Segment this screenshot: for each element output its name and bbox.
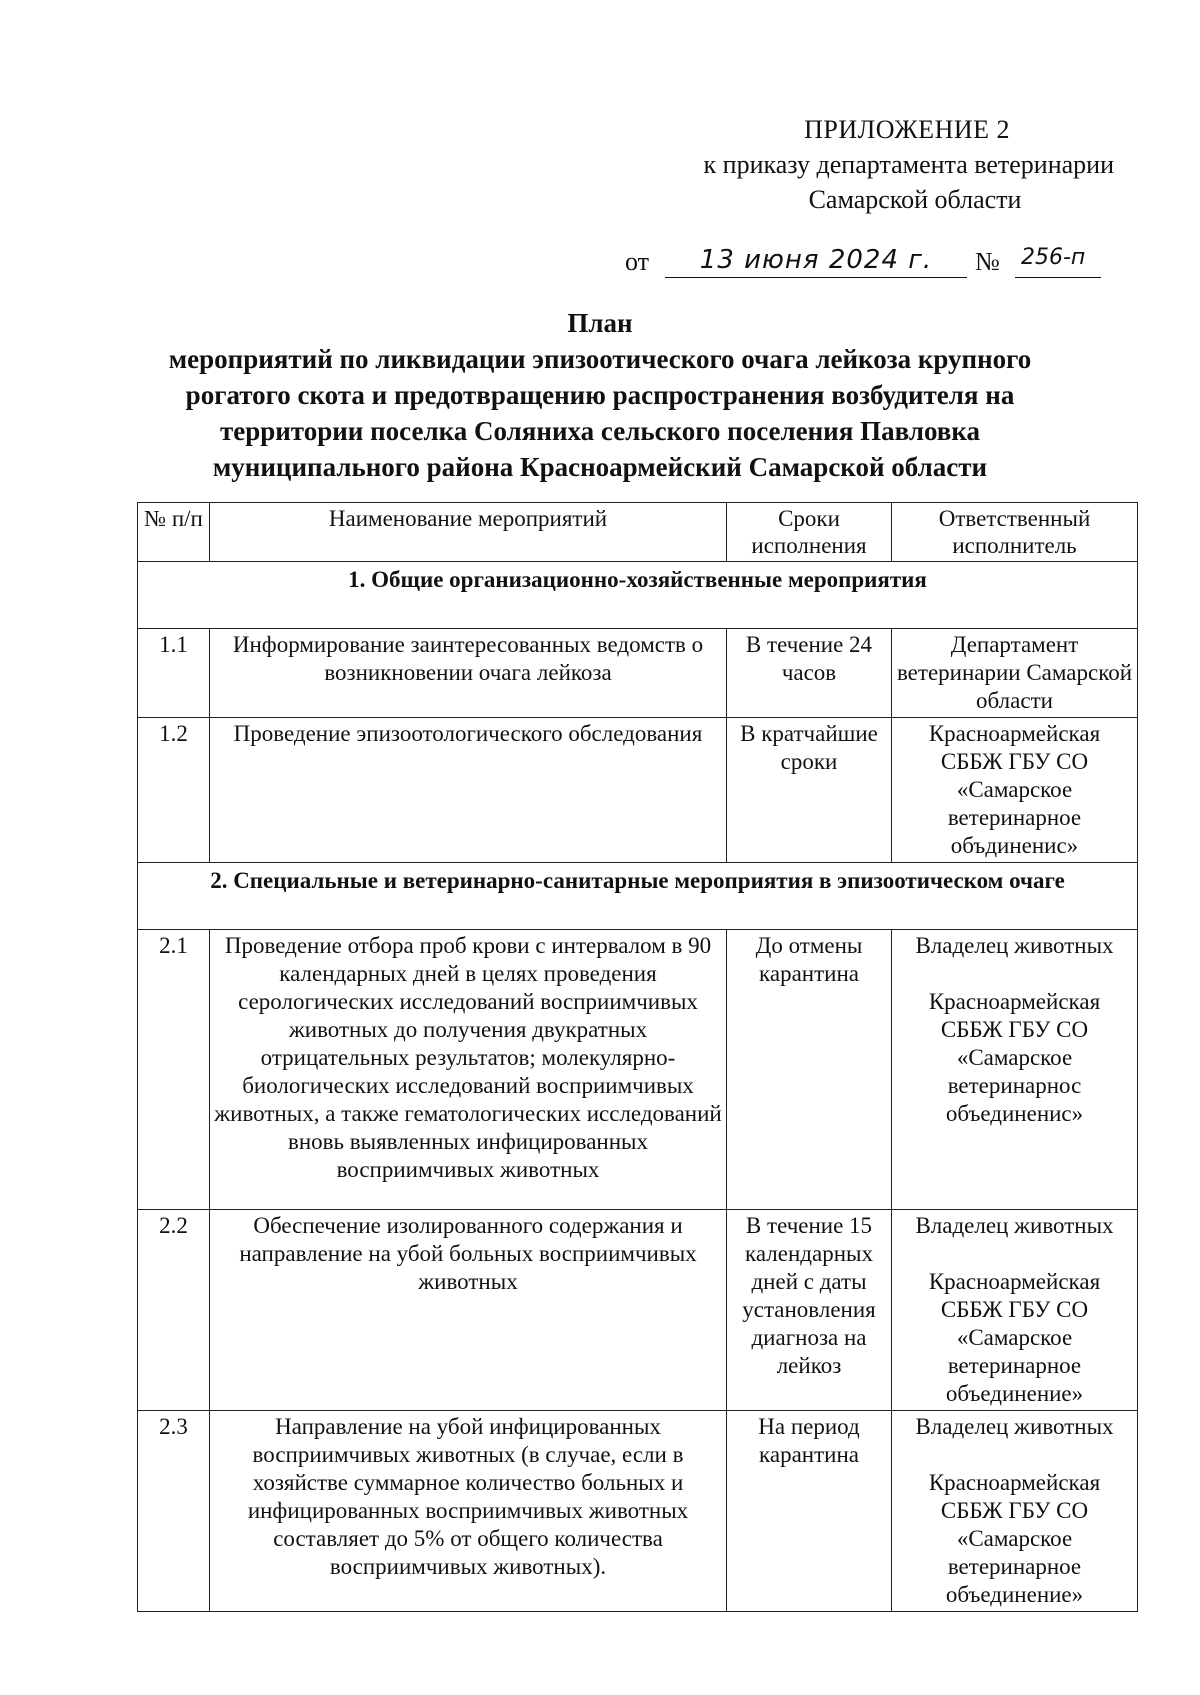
header-term: Сроки исполнения bbox=[727, 503, 892, 562]
row-responsible bbox=[892, 629, 1138, 718]
row-name: Обеспечение изолированного содержания и направление на убой больных восприимчивых животных bbox=[210, 1210, 727, 1411]
row-name: Проведение отбора проб крови с интервалом в 90 календарных дней в целях проведения серологических исследований восприимчивых животных до получения двукратных отрицательных результатов; молекулярно-биологических исследований восприимчивых животных, а также гематологических исследований вновь выявленных инфицированных восприимчивых животных bbox=[210, 930, 727, 1210]
table-header-row bbox=[138, 503, 1138, 562]
row-term: В течение 15 календарных дней с даты установления диагноза на лейкоз bbox=[727, 1210, 892, 1411]
row-term: В течение 24 часов bbox=[727, 629, 892, 718]
appendix-title: ПРИЛОЖЕНИЕ 2 bbox=[804, 115, 1010, 144]
order-number-label: № bbox=[975, 247, 1000, 276]
row-name: Проведение эпизоотологического обследования bbox=[210, 718, 727, 863]
responsible-owner: Владелец животных bbox=[915, 1414, 1114, 1439]
responsible-executor: Красноармейская СББЖ ГБУ СО «Самарское ветеринарное объединение» bbox=[928, 1269, 1101, 1406]
header-name: Наименование мероприятий bbox=[210, 503, 727, 562]
appendix-header bbox=[600, 112, 1120, 217]
section-title: 2. Специальные и ветеринарно-санитарные мероприятия в эпизоотическом очаге bbox=[138, 863, 1138, 930]
responsible-executor: Красноармейская СББЖ ГБУ СО «Самарское ветеринарное объдиненис» bbox=[928, 721, 1101, 858]
table-row bbox=[138, 1411, 1138, 1612]
row-name: Направление на убой инфицированных восприимчивых животных (в случае, если в хозяйстве суммарное количество больных и инфицированных восприимчивых животных составляет до 5% от общего количества восприимчивых животных). bbox=[210, 1411, 727, 1612]
header-num: № п/п bbox=[138, 503, 210, 562]
row-term: В кратчайшие сроки bbox=[727, 718, 892, 863]
order-from-label: от bbox=[625, 247, 650, 276]
table-row bbox=[138, 718, 1138, 863]
responsible-owner: Владелец животных bbox=[915, 933, 1114, 958]
responsible-executor: Красноармейская СББЖ ГБУ СО «Самарское ветеринарнос объединенис» bbox=[928, 989, 1101, 1126]
row-num: 2.2 bbox=[138, 1210, 210, 1411]
row-num: 2.1 bbox=[138, 930, 210, 1210]
row-responsible bbox=[892, 718, 1138, 863]
table-row bbox=[138, 1210, 1138, 1411]
row-term: На период карантина bbox=[727, 1411, 892, 1612]
section-row bbox=[138, 562, 1138, 629]
row-responsible bbox=[892, 1210, 1138, 1411]
table-row bbox=[138, 930, 1138, 1210]
plan-heading: План bbox=[567, 308, 633, 338]
plan-title bbox=[150, 305, 1050, 485]
section-row bbox=[138, 863, 1138, 930]
header-responsible: Ответственный исполнитель bbox=[892, 503, 1138, 562]
row-num: 2.3 bbox=[138, 1411, 210, 1612]
plan-table bbox=[137, 502, 1138, 1612]
table-row bbox=[138, 629, 1138, 718]
responsible-executor: Департамент ветеринарии Самарской области bbox=[896, 632, 1133, 713]
responsible-owner: Владелец животных bbox=[915, 1213, 1114, 1238]
row-term: До отмены карантина bbox=[727, 930, 892, 1210]
order-reference bbox=[625, 245, 1105, 285]
order-date-handwritten: 13 июня 2024 г. bbox=[665, 245, 967, 278]
order-number-handwritten: 256-п bbox=[1015, 245, 1101, 278]
row-responsible bbox=[892, 1411, 1138, 1612]
section-title: 1. Общие организационно-хозяйственные мероприятия bbox=[138, 562, 1138, 629]
row-num: 1.2 bbox=[138, 718, 210, 863]
appendix-to-order: к приказу департамента ветеринарии bbox=[703, 150, 1114, 179]
plan-subtitle: мероприятий по ликвидации эпизоотического очага лейкоза крупного рогатого скота и предотвращению распространения возбудителя на территории поселка Соляниха сельского поселения Павловка муниципального района Красноармейский Самарской области bbox=[168, 344, 1032, 482]
appendix-region: Самарской области bbox=[808, 185, 1022, 214]
row-num: 1.1 bbox=[138, 629, 210, 718]
row-responsible bbox=[892, 930, 1138, 1210]
row-name: Информирование заинтересованных ведомств о возникновении очага лейкоза bbox=[210, 629, 727, 718]
responsible-executor: Красноармейская СББЖ ГБУ СО «Самарское ветеринарное объединение» bbox=[928, 1470, 1101, 1607]
